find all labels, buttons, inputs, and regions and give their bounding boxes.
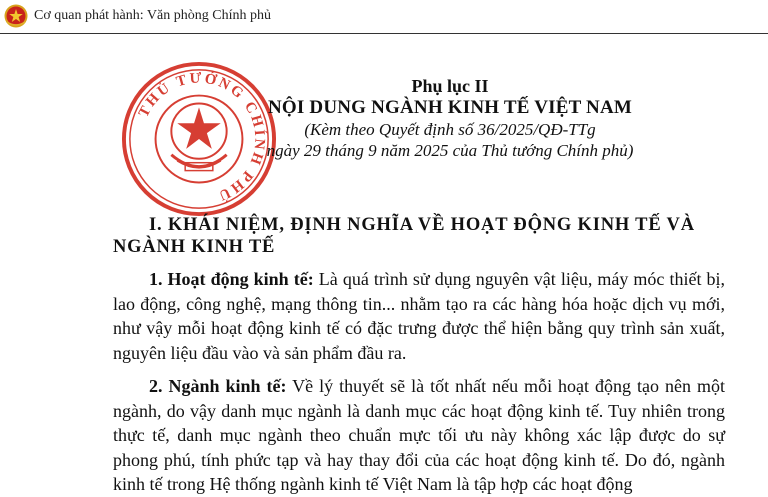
document-header	[180, 76, 720, 161]
section-heading: I. KHÁI NIỆM, ĐỊNH NGHĨA VỀ HOẠT ĐỘNG KINH TẾ VÀ NGÀNH KINH TẾ	[113, 215, 695, 257]
paragraph-lead: 2. Ngành kinh tế:	[149, 376, 287, 396]
decision-reference: (Kèm theo Quyết định số 36/2025/QĐ-TTg	[304, 120, 596, 139]
paragraph-economic-sector	[113, 374, 725, 497]
vietnam-national-emblem-icon	[4, 4, 28, 28]
paragraph-text: Là quá trình sử dụng nguyên vật liệu, máy móc thiết bị, lao động, công nghệ, mạng thông tin... nhằm tạo ra các hàng hóa hoặc dịch vụ mới, như vậy mỗi hoạt động kinh tế có đặc trưng được thể hiện bằng quy trình sản xuất, nguyên liệu đầu vào và sản phẩm đầu ra.	[113, 269, 725, 363]
paragraph-lead: 1. Hoạt động kinh tế:	[149, 269, 314, 289]
page-title: NỘI DUNG NGÀNH KINH TẾ VIỆT NAM	[267, 97, 633, 118]
paragraph-text: Về lý thuyết sẽ là tốt nhất nếu mỗi hoạt động tạo nên một ngành, do vậy danh mục ngành là danh mục các hoạt động kinh tế. Tuy nhiên trong thực tế, danh mục ngành theo chuẩn mực tối ưu này không xác lập được do sự phong phú, tính phức tạp và hay thay đổi của các hoạt động kinh tế. Do đó, ngành kinh tế trong Hệ thống ngành kinh tế Việt Nam là tập hợp các hoạt động	[113, 376, 725, 494]
publisher-bar	[0, 0, 768, 33]
document-page	[0, 34, 768, 494]
paragraph-economic-activity	[113, 267, 725, 365]
seal-text: THỦ TƯỚNG CHÍNH PHỦ	[135, 70, 268, 205]
publisher-text: Cơ quan phát hành: Văn phòng Chính phủ	[34, 8, 271, 23]
appendix-label: Phụ lục II	[411, 76, 489, 96]
decision-date: ngày 29 tháng 9 năm 2025 của Thủ tướng Chính phủ)	[266, 141, 634, 160]
